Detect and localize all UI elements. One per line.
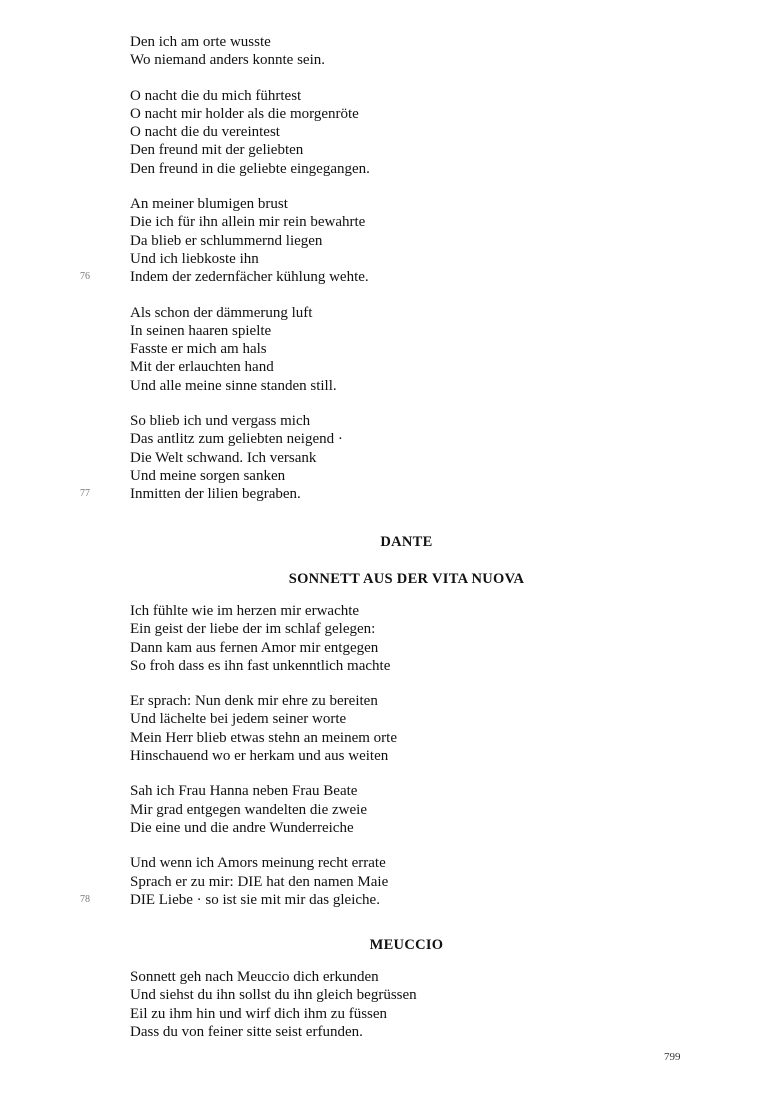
verse-line bbox=[130, 358, 690, 376]
verse-line bbox=[130, 430, 690, 448]
verse-text: Und meine sorgen sanken bbox=[130, 467, 286, 484]
verse-text: Da blieb er schlummernd liegen bbox=[130, 232, 323, 249]
verse-line bbox=[80, 268, 690, 286]
verse-line bbox=[130, 710, 690, 728]
verse-text: Fasste er mich am hals bbox=[130, 341, 267, 358]
verse-text: Indem der zedernfächer kühlung wehte. bbox=[130, 269, 369, 286]
verse-line bbox=[130, 657, 690, 675]
margin-line-number: 76 bbox=[80, 271, 90, 283]
verse-line bbox=[80, 485, 690, 503]
verse-text: Die ich für ihn allein mir rein bewahrte bbox=[130, 214, 366, 231]
author-heading-dante: DANTE bbox=[380, 534, 433, 550]
verse-line bbox=[130, 1005, 690, 1023]
verse-text: Und lächelte bei jedem seiner worte bbox=[130, 711, 347, 728]
verse-line bbox=[130, 1023, 690, 1041]
verse-line bbox=[130, 412, 690, 430]
verse-line bbox=[130, 250, 690, 268]
verse-line bbox=[130, 986, 690, 1004]
page-number: 799 bbox=[664, 1051, 681, 1063]
verse-line bbox=[80, 891, 690, 909]
verse-text: Und ich liebkoste ihn bbox=[130, 250, 259, 267]
verse-line bbox=[130, 105, 690, 123]
verse-text: An meiner blumigen brust bbox=[130, 196, 288, 213]
verse-line bbox=[130, 232, 690, 250]
verse-text: Ein geist der liebe der im schlaf gelegen: bbox=[130, 621, 376, 638]
verse-line bbox=[130, 51, 690, 69]
verse-line bbox=[130, 747, 690, 765]
verse-text: So froh dass es ihn fast unkenntlich machte bbox=[130, 657, 391, 674]
stanza bbox=[80, 195, 690, 286]
verse-line bbox=[130, 141, 690, 159]
verse-text: Mit der erlauchten hand bbox=[130, 359, 274, 376]
verse-text: DIE Liebe · so ist sie mit mir das gleiche. bbox=[130, 891, 380, 908]
verse-line bbox=[130, 449, 690, 467]
verse-text: Den freund in die geliebte eingegangen. bbox=[130, 160, 370, 177]
verse-text: Hinschauend wo er herkam und aus weiten bbox=[130, 748, 389, 765]
verse-text: Wo niemand anders konnte sein. bbox=[130, 52, 325, 69]
verse-text: Und siehst du ihn sollst du ihn gleich begrüssen bbox=[130, 987, 417, 1004]
verse-text: O nacht die du mich führtest bbox=[130, 87, 302, 104]
verse-text: Sah ich Frau Hanna neben Frau Beate bbox=[130, 783, 358, 800]
verse-line bbox=[130, 620, 690, 638]
verse-line bbox=[130, 195, 690, 213]
verse-line bbox=[130, 854, 690, 872]
poem-title-sonnett: SONNETT AUS DER VITA NUOVA bbox=[288, 571, 525, 587]
verse-text: Er sprach: Nun denk mir ehre zu bereiten bbox=[130, 693, 378, 710]
verse-line bbox=[130, 377, 690, 395]
verse-line bbox=[130, 213, 690, 231]
verse-line bbox=[130, 304, 690, 322]
verse-line bbox=[130, 87, 690, 105]
verse-line bbox=[130, 639, 690, 657]
verse-text: Dann kam aus fernen Amor mir entgegen bbox=[130, 639, 379, 656]
verse-text: Die Welt schwand. Ich versank bbox=[130, 449, 317, 466]
poem-meuccio bbox=[130, 968, 690, 1058]
verse-line bbox=[130, 467, 690, 485]
verse-text: Ich fühlte wie im herzen mir erwachte bbox=[130, 603, 360, 619]
verse-text: Das antlitz zum geliebten neigend · bbox=[130, 431, 343, 448]
verse-line bbox=[130, 782, 690, 800]
verse-text: Mein Herr blieb etwas stehn an meinem orte bbox=[130, 729, 397, 746]
stanza bbox=[130, 304, 690, 395]
verse-text: Sprach er zu mir: DIE hat den namen Maie bbox=[130, 873, 389, 890]
verse-text: Eil zu ihm hin und wirf dich ihm zu füssen bbox=[130, 1005, 388, 1022]
stanza bbox=[130, 87, 690, 178]
verse-line bbox=[130, 873, 690, 891]
stanza bbox=[130, 782, 690, 837]
verse-line bbox=[130, 729, 690, 747]
verse-line bbox=[130, 160, 690, 178]
verse-text: Als schon der dämmerung luft bbox=[130, 304, 313, 321]
verse-text: Den ich am orte wusste bbox=[130, 34, 271, 50]
verse-line bbox=[130, 33, 690, 51]
stanza bbox=[130, 33, 690, 70]
stanza bbox=[130, 692, 690, 765]
verse-text: Und alle meine sinne standen still. bbox=[130, 377, 337, 394]
verse-text: O nacht die du vereintest bbox=[130, 124, 280, 141]
stanza bbox=[80, 854, 690, 909]
verse-text: Inmitten der lilien begraben. bbox=[130, 486, 301, 503]
verse-line bbox=[130, 322, 690, 340]
verse-line bbox=[130, 801, 690, 819]
margin-line-number: 77 bbox=[80, 488, 90, 500]
stanza bbox=[80, 412, 690, 503]
verse-text: So blieb ich und vergass mich bbox=[130, 413, 311, 430]
verse-text: Und wenn ich Amors meinung recht errate bbox=[130, 855, 386, 872]
stanza bbox=[130, 602, 690, 675]
verse-line bbox=[130, 123, 690, 141]
poem-continuation bbox=[80, 33, 690, 521]
margin-line-number: 78 bbox=[80, 893, 90, 905]
poem-title-meuccio: MEUCCIO bbox=[369, 937, 444, 953]
verse-text: In seinen haaren spielte bbox=[130, 322, 272, 339]
verse-text: Die eine und die andre Wunderreiche bbox=[130, 819, 354, 836]
verse-line bbox=[130, 968, 690, 986]
verse-text: Den freund mit der geliebten bbox=[130, 142, 304, 159]
verse-text: O nacht mir holder als die morgenröte bbox=[130, 105, 359, 122]
verse-text: Dass du von feiner sitte seist erfunden. bbox=[130, 1023, 363, 1040]
verse-line bbox=[130, 692, 690, 710]
verse-line bbox=[130, 819, 690, 837]
verse-text: Sonnett geh nach Meuccio dich erkunden bbox=[130, 969, 379, 985]
stanza bbox=[130, 968, 690, 1041]
poem-dante-sonnet bbox=[80, 602, 690, 926]
verse-line bbox=[130, 602, 690, 620]
verse-line bbox=[130, 340, 690, 358]
verse-text: Mir grad entgegen wandelten die zweie bbox=[130, 801, 367, 818]
